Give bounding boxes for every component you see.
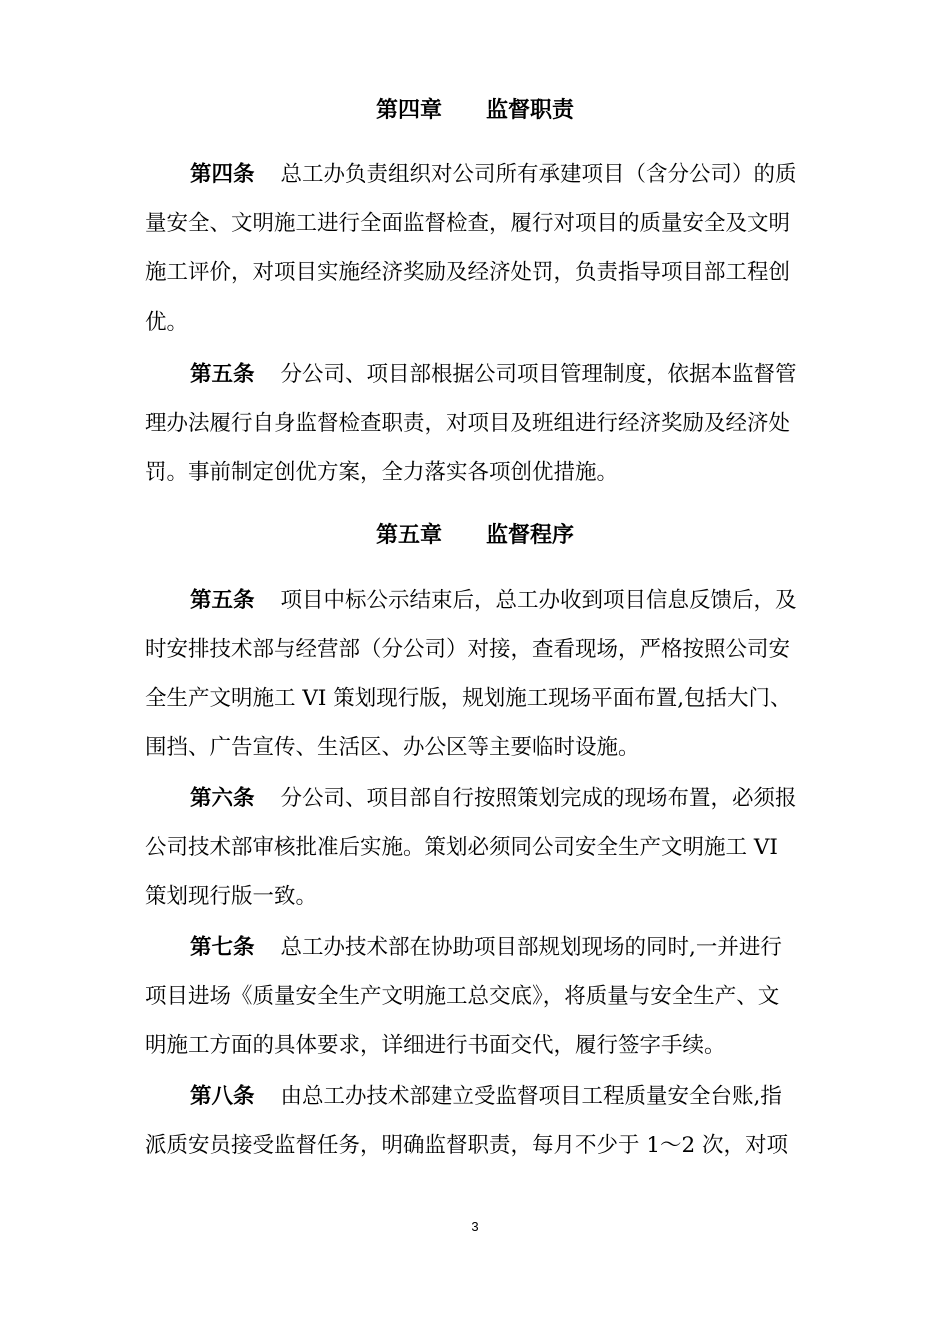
article-5a-line-2: 理办法履行自身监督检查职责，对项目及班组进行经济奖励及经济处 xyxy=(145,411,791,436)
article-6-line-2: 公司技术部审核批准后实施。策划必须同公司安全生产文明施工 VI xyxy=(145,835,778,860)
article-4-text-1: 总工办负责组织对公司所有承建项目（含分公司）的质 xyxy=(280,162,797,187)
article-5b-line-3: 全生产文明施工 VI 策划现行版，规划施工现场平面布置,包括大门、 xyxy=(145,686,792,711)
article-4-line-4: 优。 xyxy=(145,310,189,335)
article-8-text-1: 由总工办技术部建立受监督项目工程质量安全台账,指 xyxy=(280,1084,782,1109)
article-8-line-2: 派质安员接受监督任务，明确监督职责，每月不少于 1～2 次，对项 xyxy=(145,1133,789,1158)
article-7-line-2: 项目进场《质量安全生产文明施工总交底》，将质量与安全生产、文 xyxy=(145,984,780,1009)
article-5b-line-1 xyxy=(190,586,797,616)
chapter-5-title: 第五章 监督程序 xyxy=(375,522,574,548)
article-6-text-1: 分公司、项目部自行按照策划完成的现场布置，必须报 xyxy=(280,786,797,811)
article-5b-text-1: 项目中标公示结束后，总工办收到项目信息反馈后，及 xyxy=(280,588,797,613)
article-7-label: 第七条 xyxy=(190,935,255,960)
article-6-label: 第六条 xyxy=(190,786,255,811)
article-6-line-3: 策划现行版一致。 xyxy=(145,884,318,909)
article-8-line-1 xyxy=(190,1082,782,1112)
article-5a-label: 第五条 xyxy=(190,362,255,387)
article-5a-line-1 xyxy=(190,360,797,390)
article-7-text-1: 总工办技术部在协助项目部规划现场的同时,一并进行 xyxy=(280,935,782,960)
chapter-4-title: 第四章 监督职责 xyxy=(375,97,574,123)
article-8-label: 第八条 xyxy=(190,1084,255,1109)
article-5b-line-2: 时安排技术部与经营部（分公司）对接，查看现场，严格按照公司安 xyxy=(145,637,791,662)
page-number: 3 xyxy=(471,1219,479,1234)
article-5b-line-4: 围挡、广告宣传、生活区、办公区等主要临时设施。 xyxy=(145,735,640,760)
article-4-label: 第四条 xyxy=(190,162,255,187)
article-4-line-1 xyxy=(190,160,797,190)
article-4-line-3: 施工评价，对项目实施经济奖励及经济处罚，负责指导项目部工程创 xyxy=(145,260,791,285)
article-7-line-3: 明施工方面的具体要求，详细进行书面交代，履行签字手续。 xyxy=(145,1033,726,1058)
article-5a-line-3: 罚。事前制定创优方案，全力落实各项创优措施。 xyxy=(145,460,619,485)
article-5a-text-1: 分公司、项目部根据公司项目管理制度，依据本监督管 xyxy=(280,362,797,387)
article-4-line-2: 量安全、文明施工进行全面监督检查，履行对项目的质量安全及文明 xyxy=(145,211,791,236)
article-6-line-1 xyxy=(190,784,797,814)
article-5b-label: 第五条 xyxy=(190,588,255,613)
article-7-line-1 xyxy=(190,933,782,963)
